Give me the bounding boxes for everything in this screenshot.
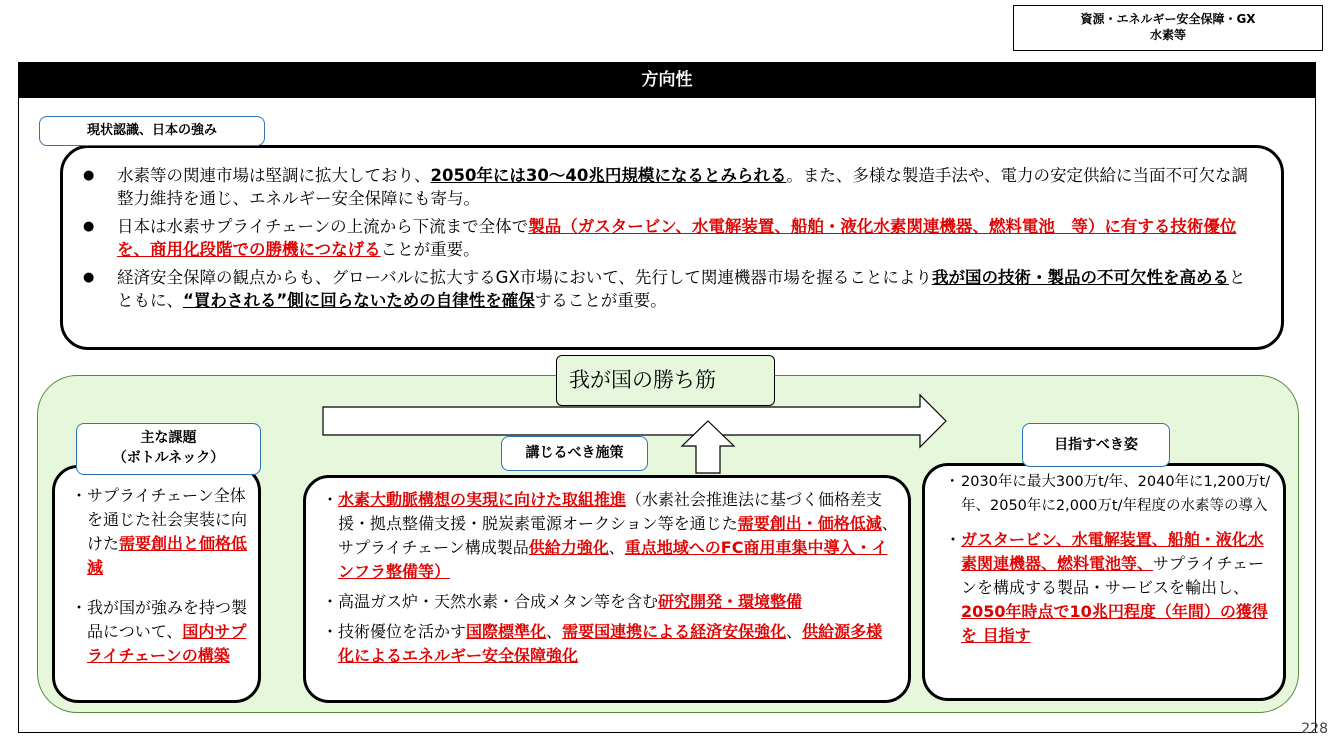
list-item xyxy=(322,620,898,668)
text-run: （水素社会推進法に基づく価格差支援・拠点整備支援・脱炭素電源オークション等を通じた xyxy=(338,490,883,533)
emphasis-text: “買わされる”側に回らないための自律性を確保 xyxy=(183,291,535,310)
category-tag-line2: 水素等 xyxy=(1149,28,1186,42)
text-run: サプライチェーン全体を通じた社会実装に向けた xyxy=(87,486,248,553)
bullet-dot-icon: ● xyxy=(83,219,95,234)
issues-label-line1: 主な課題 xyxy=(140,430,197,446)
red-emphasis-text: 供給力強化 xyxy=(528,538,609,557)
measure-text xyxy=(338,590,898,614)
text-run: とともに、 xyxy=(117,268,1246,310)
red-emphasis-text: 研究開発・環境整備 xyxy=(658,592,803,611)
text-run: 我が国が強みを持つ製品について、 xyxy=(87,598,248,641)
issues-label xyxy=(76,423,261,475)
issue-text xyxy=(87,596,250,668)
page-number: 228 xyxy=(1301,721,1328,737)
status-section-label: 現状認識、日本の強み xyxy=(39,116,265,146)
bullet-marker: ・ xyxy=(71,598,88,617)
red-emphasis-text: 国内サプライチェーンの構築 xyxy=(87,622,247,665)
red-emphasis-text: 国際標準化 xyxy=(466,622,547,641)
text-run: 、サプライチェーン構成製品 xyxy=(338,514,898,557)
bullet-marker: ・ xyxy=(71,486,88,505)
goal-label: 目指すべき姿 xyxy=(1022,423,1170,467)
bullet-marker: ・ xyxy=(945,474,960,490)
text-run: することが重要。 xyxy=(534,291,667,310)
red-emphasis-text: 製品（ガスタービン、水電解装置、船舶・液化水素関連機器、燃料電池 等）に有する技術優位を、商用化段階での勝機につなげる xyxy=(117,217,1237,259)
emphasis-text: 2050年には30～40兆円規模になるとみられる xyxy=(430,166,787,185)
bullet-marker: ・ xyxy=(945,530,962,549)
goal-text: 2030年に最大300万t/年、2040年に1,200万t/年、2050年に2,000万t/年程度の水素等の導入 xyxy=(961,474,1271,514)
text-run: 。また、多様な製造手法や、電力の安定供給に当面不可欠な調整力維持を通じ、エネルギー安全保障にも寄与。 xyxy=(117,166,1249,208)
text-run: 、 xyxy=(786,622,803,641)
text-run: 、 xyxy=(608,538,625,557)
red-emphasis-text: 重点地域へのFC商用車集中導入・インフラ整備等） xyxy=(338,538,888,581)
bullet-marker: ・ xyxy=(322,490,339,509)
bullet-dot-icon: ● xyxy=(83,168,95,183)
bullet-marker: ・ xyxy=(322,592,339,611)
list-item xyxy=(71,484,250,580)
list-item xyxy=(945,528,1273,648)
text-run: 経済安全保障の観点からも、グローバルに拡大するGX市場において、先行して関連機器市場を握ることにより xyxy=(117,268,932,287)
red-emphasis-text: 2050年時点で10兆円程度（年間）の獲得を 目指す xyxy=(961,602,1268,645)
list-item xyxy=(322,590,898,614)
issues-box xyxy=(52,465,261,703)
text-run: 技術優位を活かす xyxy=(338,622,467,641)
list-item xyxy=(945,470,1273,518)
red-emphasis-text: 需要国連携による経済安保強化 xyxy=(562,622,787,641)
text-run: サプライチェーンを構成する製品・サービスを輸出し、 xyxy=(961,554,1265,597)
issues-label-line2: （ボトルネック） xyxy=(112,450,225,466)
goal-box xyxy=(922,463,1286,701)
red-emphasis-text: 水素大動脈構想の実現に向けた取組推進 xyxy=(338,490,627,509)
measures-box xyxy=(303,475,911,703)
winning-strategy-label: 我が国の勝ち筋 xyxy=(556,355,775,406)
measure-text xyxy=(338,620,898,668)
red-emphasis-text: ガスタービン、水電解装置、船舶・液化水素関連機器、燃料電池等、 xyxy=(961,530,1264,573)
issue-text xyxy=(87,484,250,580)
text-run: 日本は水素サプライチェーンの上流から下流まで全体で xyxy=(117,217,529,236)
bullet-marker: ・ xyxy=(322,622,339,641)
goal-text xyxy=(961,528,1273,648)
measure-text xyxy=(338,488,898,584)
bullet-dot-icon: ● xyxy=(83,270,95,285)
red-emphasis-text: 供給源多様化によるエネルギー安全保障強化 xyxy=(338,622,883,665)
page-title: 方向性 xyxy=(18,62,1316,98)
emphasis-text: 我が国の技術・製品の不可欠性を高める xyxy=(931,268,1229,287)
text-run: ことが重要。 xyxy=(380,240,480,259)
list-item xyxy=(322,488,898,584)
red-emphasis-text: 需要創出・価格低減 xyxy=(737,514,882,533)
red-emphasis-text: 需要創出と価格低減 xyxy=(87,534,248,577)
text-run: 水素等の関連市場は堅調に拡大しており、 xyxy=(117,166,431,185)
measures-label: 講じるべき施策 xyxy=(501,436,648,471)
text-run: 、 xyxy=(546,622,563,641)
text-run: 高温ガス炉・天然水素・合成メタン等を含む xyxy=(338,592,659,611)
list-item xyxy=(71,596,250,668)
category-tag-line1: 資源・エネルギー安全保障・GX xyxy=(1080,12,1256,26)
